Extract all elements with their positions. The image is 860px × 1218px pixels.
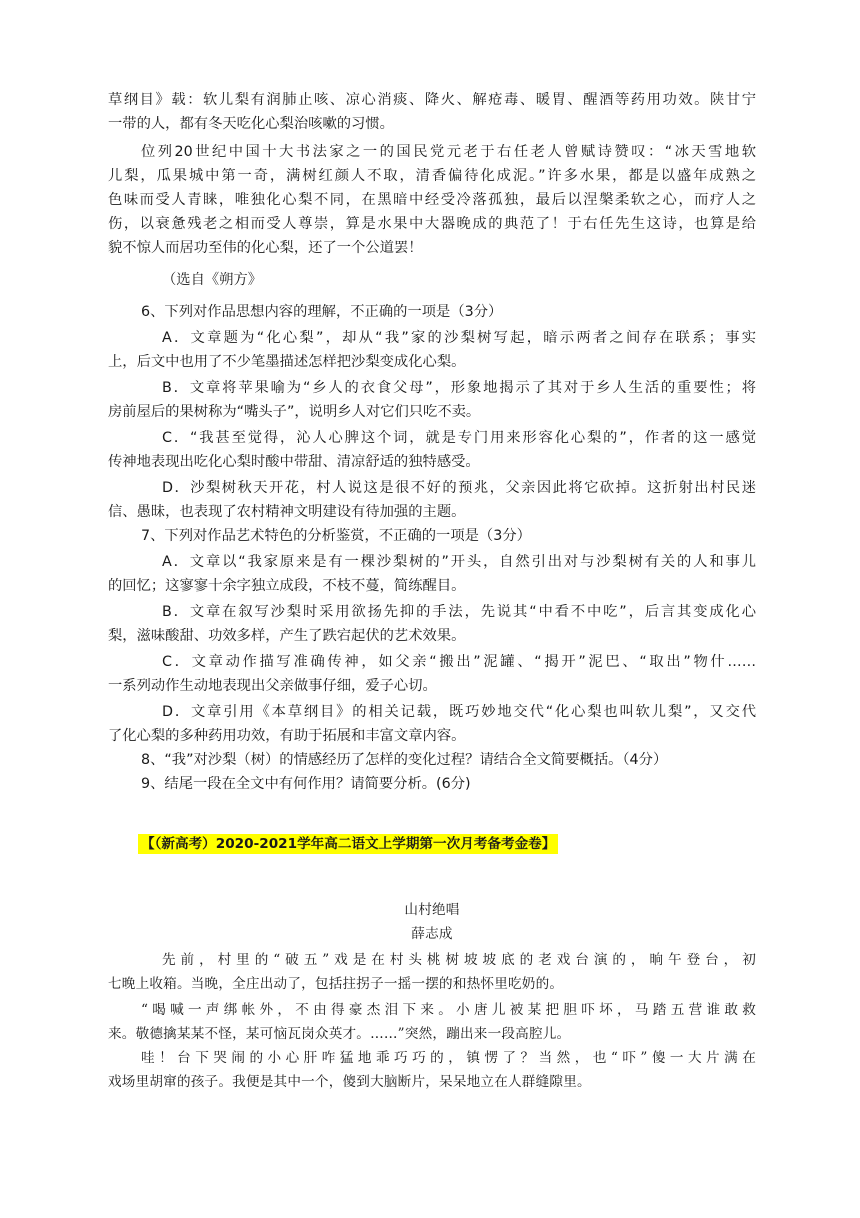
story-paragraph-2-cont: 来。敬德擒某某不怪，某可恼瓦岗众英才。……”突然，蹦出来一段高腔儿。 xyxy=(108,1026,571,1042)
passage-line: 色味而受人青睐，唯独化心梨不同，在黑暗中经受冷落孤独，最后以涅槃柔软之心，而疗人之 xyxy=(108,192,756,208)
q7-option-b-cont: 梨，滋味酸甜、功效多样，产生了跌宕起伏的艺术效果。 xyxy=(108,628,466,644)
story-paragraph-1: 先前，村里的“破五”戏是在村头桃树坡坡底的老戏台演的，晌午登台，初 xyxy=(162,952,756,968)
story-paragraph-2: “喝喊一声绑帐外，不由得豪杰泪下来。小唐儿被某把胆吓坏，马踏五营谁敢救 xyxy=(141,1002,756,1018)
question-9: 9、结尾一段在全文中有何作用？请简要分析。(6分) xyxy=(141,776,471,792)
passage-line: 貌不惊人而居功至伟的化心梨，还了一个公道罢！ xyxy=(108,240,423,256)
passage-line: 草纲目》载：软儿梨有润肺止咳、凉心消痰、降火、解疮毒、暖胃、醒酒等药用功效。陕甘宁 xyxy=(108,92,756,108)
story-paragraph-3: 哇！台下哭闹的小心肝咋猛地乖巧巧的，镇愣了？当然，也“吓”傻一大片满在 xyxy=(141,1050,756,1066)
q7-option-c-cont: 一系列动作生动地表现出父亲做事仔细，爱子心切。 xyxy=(108,678,437,694)
exam-title-banner: 【（新高考）2020-2021学年高二语文上学期第一次月考备考金卷】 xyxy=(138,834,558,854)
q7-option-c: C．文章动作描写准确传神，如父亲“搬出”泥罐、“揭开”泥巴、“取出”物什…… xyxy=(162,654,756,670)
q7-option-a-cont: 的回忆；这寥寥十余字独立成段，不枝不蔓，简练醒目。 xyxy=(108,578,466,594)
q7-option-d-cont: 了化心梨的多种药用功效，有助于拓展和丰富文章内容。 xyxy=(108,728,466,744)
question-7-stem: 7、下列对作品艺术特色的分析鉴赏，不正确的一项是（3分） xyxy=(141,528,531,544)
q6-option-b-cont: 房前屋后的果树称为“嘴头子”，说明乡人对它们只吃不卖。 xyxy=(108,404,481,420)
q7-option-a: A．文章以“我家原来是有一棵沙梨树的”开头，自然引出对与沙梨树有关的人和事儿 xyxy=(162,554,756,570)
q6-option-d: D．沙梨树秋天开花，村人说这是很不好的预兆，父亲因此将它砍掉。这折射出村民迷 xyxy=(162,480,756,496)
question-8: 8、“我”对沙梨（树）的情感经历了怎样的变化过程？请结合全文简要概括。（4分） xyxy=(141,752,668,768)
story-author: 薛志成 xyxy=(411,926,453,942)
q6-option-d-cont: 信、愚昧，也表现了农村精神文明建设有待加强的主题。 xyxy=(108,504,466,520)
q7-option-b: B．文章在叙写沙梨时采用欲扬先抑的手法，先说其“中看不中吃”，后言其变成化心 xyxy=(162,604,756,620)
story-paragraph-3-cont: 戏场里胡窜的孩子。我便是其中一个，傻到大脑断片，呆呆地立在人群缝隙里。 xyxy=(108,1074,591,1090)
q6-option-c: C．“我甚至觉得，沁人心脾这个词，就是专门用来形容化心梨的”，作者的这一感觉 xyxy=(162,430,756,446)
story-title: 山村绝唱 xyxy=(404,902,460,918)
q6-option-a-cont: 上，后文中也用了不少笔墨描述怎样把沙梨变成化心梨。 xyxy=(108,354,466,370)
q7-option-d: D．文章引用《本草纲目》的相关记载，既巧妙地交代“化心梨也叫软儿梨”，又交代 xyxy=(162,704,756,720)
passage-line: 儿梨，瓜果城中第一奇，满树红颜人不取，清香偏待化成泥。”许多水果，都是以盛年成熟之 xyxy=(108,168,756,184)
q6-option-b: B．文章将苹果喻为“乡人的衣食父母”，形象地揭示了其对于乡人生活的重要性；将 xyxy=(162,380,756,396)
passage-line: 伤，以衰惫残老之相而受人尊崇，算是水果中大器晚成的典范了！于右任先生这诗，也算是给 xyxy=(108,216,756,232)
passage-line: 位列20世纪中国十大书法家之一的国民党元老于右任老人曾赋诗赞叹：“冰天雪地软 xyxy=(141,144,756,160)
story-paragraph-1-cont: 七晚上收箱。当晚，全庄出动了，包括拄拐子一摇一摆的和热怀里吃奶的。 xyxy=(108,976,564,992)
source-note: （选自《朔方》 xyxy=(162,272,263,288)
q6-option-c-cont: 传神地表现出吃化心梨时酸中带甜、清凉舒适的独特感受。 xyxy=(108,454,480,470)
question-6-stem: 6、下列对作品思想内容的理解，不正确的一项是（3分） xyxy=(141,304,503,320)
q6-option-a: A．文章题为“化心梨”，却从“我”家的沙梨树写起，暗示两者之间存在联系；事实 xyxy=(162,330,756,346)
passage-line: 一带的人，都有冬天吃化心梨治咳嗽的习惯。 xyxy=(108,116,394,132)
